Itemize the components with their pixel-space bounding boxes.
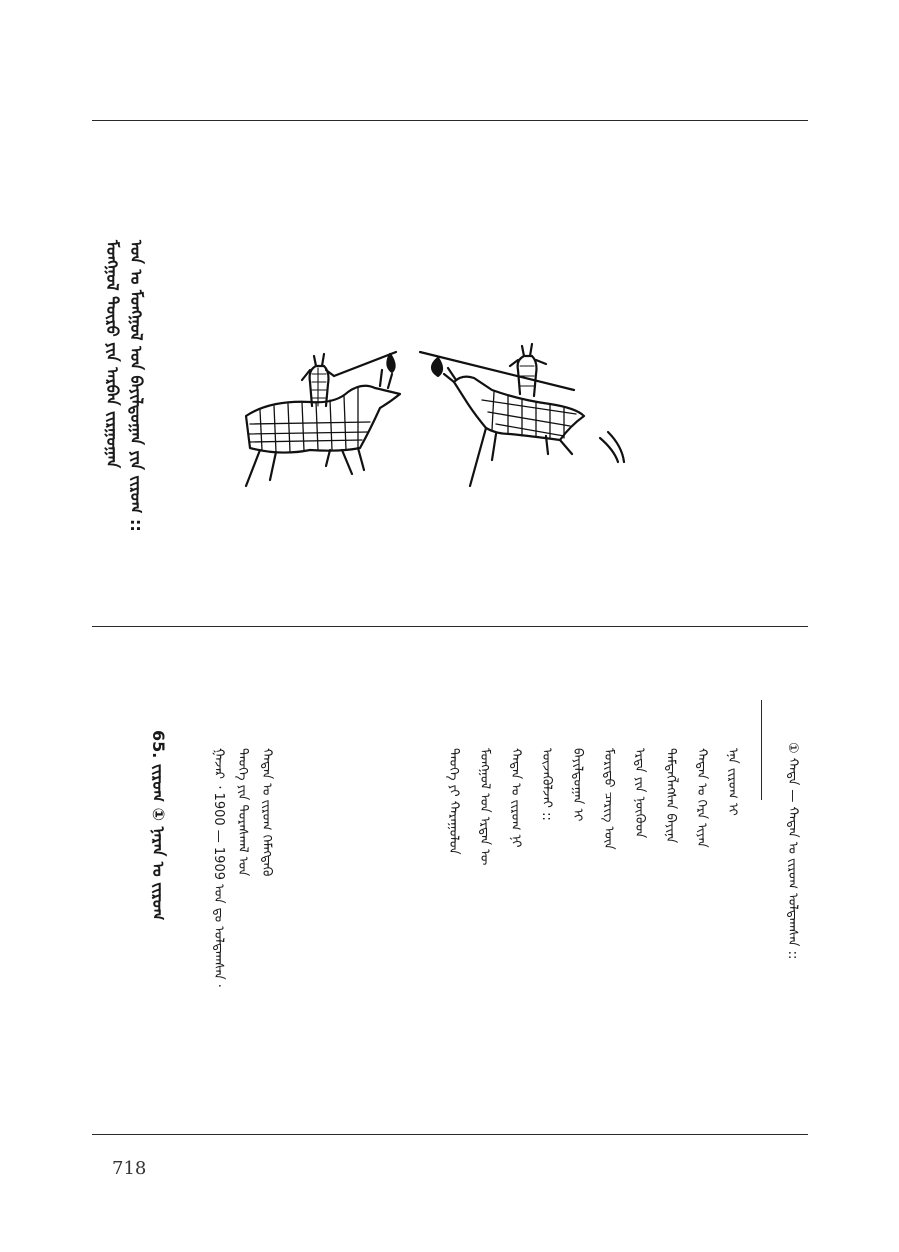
right-spear (420, 352, 574, 390)
body-column-4: ᠡᠷᠲᠡ ᠶᠢᠨ ᠨᠦᠭᠦᠳ (632, 748, 647, 839)
right-tassel (432, 358, 442, 376)
body-column-9: ᠮᠣᠩᠭᠣᠯ ᠤᠨ ᠡᠷᠲᠡᠨ ᠦ (477, 748, 492, 866)
left-tassel (387, 354, 394, 372)
footnote: ① ᠬᠠᠳᠠ — ᠬᠠᠳᠠᠨ ᠤ ᠵᠢᠷᠤᠭ ᠣᠯᠳᠠᠭᠰᠠᠨ :: (785, 742, 800, 960)
source-note-3: ᠭᠠᠵᠠᠷ ᠂ 1900 — 1909 ᠣᠨ ᠳᠤ ᠣᠯᠳᠠᠭᠰᠠᠨ · (211, 748, 226, 988)
right-horse-net (482, 392, 576, 438)
right-horse-head (444, 368, 456, 382)
left-horse-body (246, 386, 400, 453)
body-column-2: ᠬᠠᠳᠠᠨ ᠤ ᠭᠡᠷᠡ ᠢᠶᠡᠨ (694, 748, 709, 848)
top-caption-line-1: ᠮᠣᠩᠭᠣᠯ ᠲᠥᠷᠥ ᠶᠢᠨ ᠠᠷᠪᠠᠨ ᠵᠢᠷᠭᠤᠭᠠᠨ (103, 240, 122, 469)
bottom-rule (92, 1134, 808, 1135)
right-rider (510, 344, 546, 396)
figure-number: 65. (149, 730, 168, 759)
left-horse-net (248, 388, 370, 452)
body-column-6: ᠪᠠᠶᠢᠯᠳᠤᠭᠠᠨ ᠢ (570, 748, 585, 822)
body-column-10: ᠲᠡᠦᠬᠡ ᠶᠢ ᠬᠠᠷᠠᠭᠤᠯᠤᠨ (446, 748, 461, 855)
middle-rule (92, 626, 808, 627)
body-column-5: ᠮᠣᠷᠢᠲᠤ ᠴᠡᠷᠢᠭ ᠦᠨ (601, 748, 616, 850)
figure-caption-text: ᠵᠢᠷᠤᠭ ① ᠨᠠᠷᠠᠨ ᠤ ᠵᠢᠷᠤᠭ (149, 763, 168, 921)
right-horse-legs (470, 428, 572, 486)
body-column-3: ᠲᠡᠮᠳᠡᠭᠯᠡᠭᠰᠡᠨ ᠪᠠᠶᠢᠨᠠ (663, 748, 678, 844)
body-column-7: ᠦᠵᠡᠭᠦᠯᠵᠡᠢ :: (539, 748, 554, 821)
body-column-8: ᠬᠠᠳᠠᠨ ᠤ ᠵᠢᠷᠤᠭ ᠨᠢ (508, 748, 523, 848)
right-stroke (600, 432, 624, 462)
left-horse-legs (246, 448, 364, 486)
figure-caption (150, 730, 166, 920)
top-caption-line-2: ᠣᠨ ᠤ ᠮᠣᠩᠭᠣᠯ ᠤᠨ ᠪᠠᠶᠢᠯᠳᠤᠭᠠᠨ ᠶᠢᠨ ᠵᠢᠷᠤᠭ :: (127, 240, 146, 532)
top-rule (92, 120, 808, 121)
body-column-1: ᠡᠨᠡ ᠵᠢᠷᠤᠭ ᠢ (725, 748, 740, 816)
source-note-2: ᠲᠡᠦᠬᠡ ᠶᠢᠨ ᠳᠤᠷᠠᠰᠬᠠᠯ ᠤᠨ (235, 748, 250, 877)
source-note-1: ᠬᠠᠳᠠᠨ ᠤ ᠵᠢᠷᠤᠭ ᠬᠡᠮᠡᠭᠳᠡᠬᠦ (259, 748, 274, 877)
page-number: 718 (112, 1158, 147, 1179)
rock-art-illustration (230, 330, 630, 500)
left-horse-ears (380, 370, 392, 388)
footnote-divider (761, 700, 762, 800)
